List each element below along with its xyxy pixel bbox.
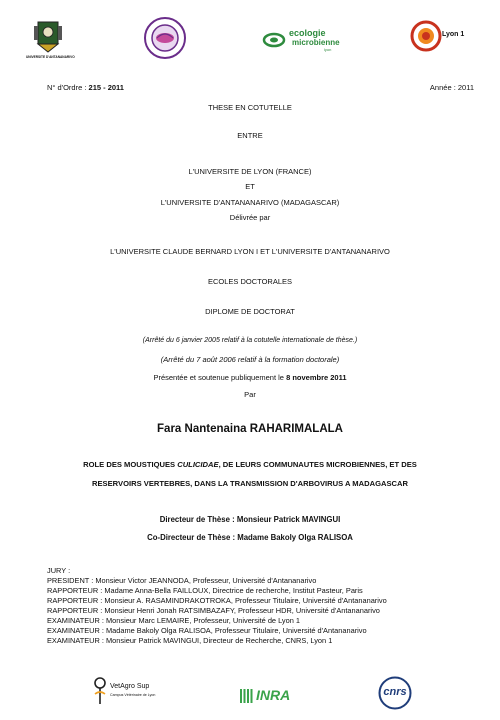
thesis-title-part2: , DE LEURS COMMUNAUTES MICROBIENNES, ET DES bbox=[218, 460, 417, 469]
jury-member: EXAMINATEUR : Monsieur Patrick MAVINGUI, Directeur de Recherche, CNRS, Lyon 1 bbox=[47, 636, 333, 645]
jury-member: EXAMINATEUR : Monsieur Marc LEMAIRE, Professeur, Université de Lyon 1 bbox=[47, 616, 301, 625]
jury-member: RAPPORTEUR : Monsieur A. RASAMINDRAKOTROKA, Professeur Titulaire, Université d'Antananarivo bbox=[47, 596, 387, 605]
lyon1-label: Lyon 1 bbox=[442, 31, 465, 38]
univ-lyon: L'UNIVERSITE DE LYON (FRANCE) bbox=[188, 167, 312, 176]
ecologie-line2: microbienne bbox=[292, 38, 340, 47]
author-first: Fara Nantenaina bbox=[157, 423, 250, 435]
diplome: DIPLOME DE DOCTORAT bbox=[205, 307, 295, 316]
ecologie-line3: lyon bbox=[324, 47, 332, 52]
presentee-prefix: Présentée et soutenue publiquement le bbox=[153, 373, 287, 382]
order-value: 215 - 2011 bbox=[88, 83, 124, 92]
vetagro-figure-icon bbox=[92, 676, 108, 706]
et: ET bbox=[245, 182, 255, 191]
thesis-title-line2: RESERVOIRS VERTEBRES, DANS LA TRANSMISSION D'ARBOVIRUS A MADAGASCAR bbox=[92, 479, 408, 488]
lyon1-sun-icon bbox=[410, 20, 442, 52]
year: Année : 2011 bbox=[429, 83, 474, 92]
cnrs-logo bbox=[378, 676, 412, 710]
arrete-formation: (Arrêté du 7 août 2006 relatif à la formation doctorale) bbox=[160, 355, 340, 364]
defense-date: 8 novembre 2011 bbox=[286, 373, 347, 382]
thesis-title-part1: ROLE DES MOUSTIQUES bbox=[83, 460, 178, 469]
jury-member: PRESIDENT : Monsieur Victor JEANNODA, Professeur, Université d'Antananarivo bbox=[47, 576, 317, 585]
univ-antananarivo: L'UNIVERSITE D'ANTANANARIVO (MADAGASCAR) bbox=[160, 198, 340, 207]
thesis-director: Directeur de Thèse : Monsieur Patrick MAVINGUI bbox=[159, 515, 341, 524]
vetagro-label: VetAgro Sup bbox=[110, 683, 150, 690]
jury-member: RAPPORTEUR : Monsieur Henri Jonah RATSIMBAZAFY, Professeur HDR, Université d'Antananarivo bbox=[47, 606, 380, 615]
entre: ENTRE bbox=[237, 131, 263, 140]
author-last: RAHARIMALALA bbox=[249, 423, 343, 435]
university-label: UNIVERSITE D'ANTANANARIVO bbox=[26, 55, 75, 59]
vetagro-sublabel: Campus Vétérinaire de Lyon bbox=[110, 693, 156, 697]
arrete-cotutelle: (Arrêté du 6 janvier 2005 relatif à la cotutelle internationale de thèse.) bbox=[142, 337, 358, 344]
inra-label: INRA bbox=[256, 687, 291, 703]
inra-bars-icon bbox=[240, 687, 254, 705]
author-name bbox=[0, 423, 500, 435]
delivering-universities: L'UNIVERSITE CLAUDE BERNARD LYON I ET L'UNIVERSITE D'ANTANANARIVO bbox=[110, 247, 390, 256]
order-label: N° d'Ordre : bbox=[47, 83, 89, 92]
university-antananarivo-logo bbox=[26, 18, 75, 60]
ecologie-swirl-icon bbox=[262, 30, 286, 50]
cnrs-label: cnrs bbox=[383, 686, 407, 698]
vetagro-logo bbox=[92, 676, 192, 712]
lyon1-logo bbox=[410, 20, 474, 56]
jury-member: EXAMINATEUR : Madame Bakoly Olga RALISOA, Professeur Titulaire, Université d'Antananarivo bbox=[47, 626, 367, 635]
presentee bbox=[0, 373, 500, 382]
these-title: THESE EN COTUTELLE bbox=[208, 103, 292, 112]
jury-heading: JURY : bbox=[47, 566, 71, 575]
crest-icon bbox=[30, 18, 66, 54]
ecologie-microbienne-logo bbox=[262, 28, 372, 56]
ecologie-line1: ecologie bbox=[289, 28, 326, 38]
seal-icon bbox=[143, 16, 187, 60]
inra-logo bbox=[240, 685, 300, 709]
purple-seal-logo bbox=[143, 16, 187, 60]
order-number bbox=[47, 83, 124, 92]
thesis-title-line1 bbox=[0, 460, 500, 469]
thesis-codirector: Co-Directeur de Thèse : Madame Bakoly Olga RALISOA bbox=[147, 533, 353, 542]
jury-member: RAPPORTEUR : Madame Anna-Bella FAILLOUX, Directrice de recherche, Institut Pasteur, Paris bbox=[47, 586, 363, 595]
thesis-title-italic: CULICIDAE bbox=[177, 460, 219, 469]
par: Par bbox=[244, 390, 256, 399]
delivree: Délivrée par bbox=[229, 213, 271, 222]
ecoles-doctorales: ECOLES DOCTORALES bbox=[207, 277, 293, 286]
